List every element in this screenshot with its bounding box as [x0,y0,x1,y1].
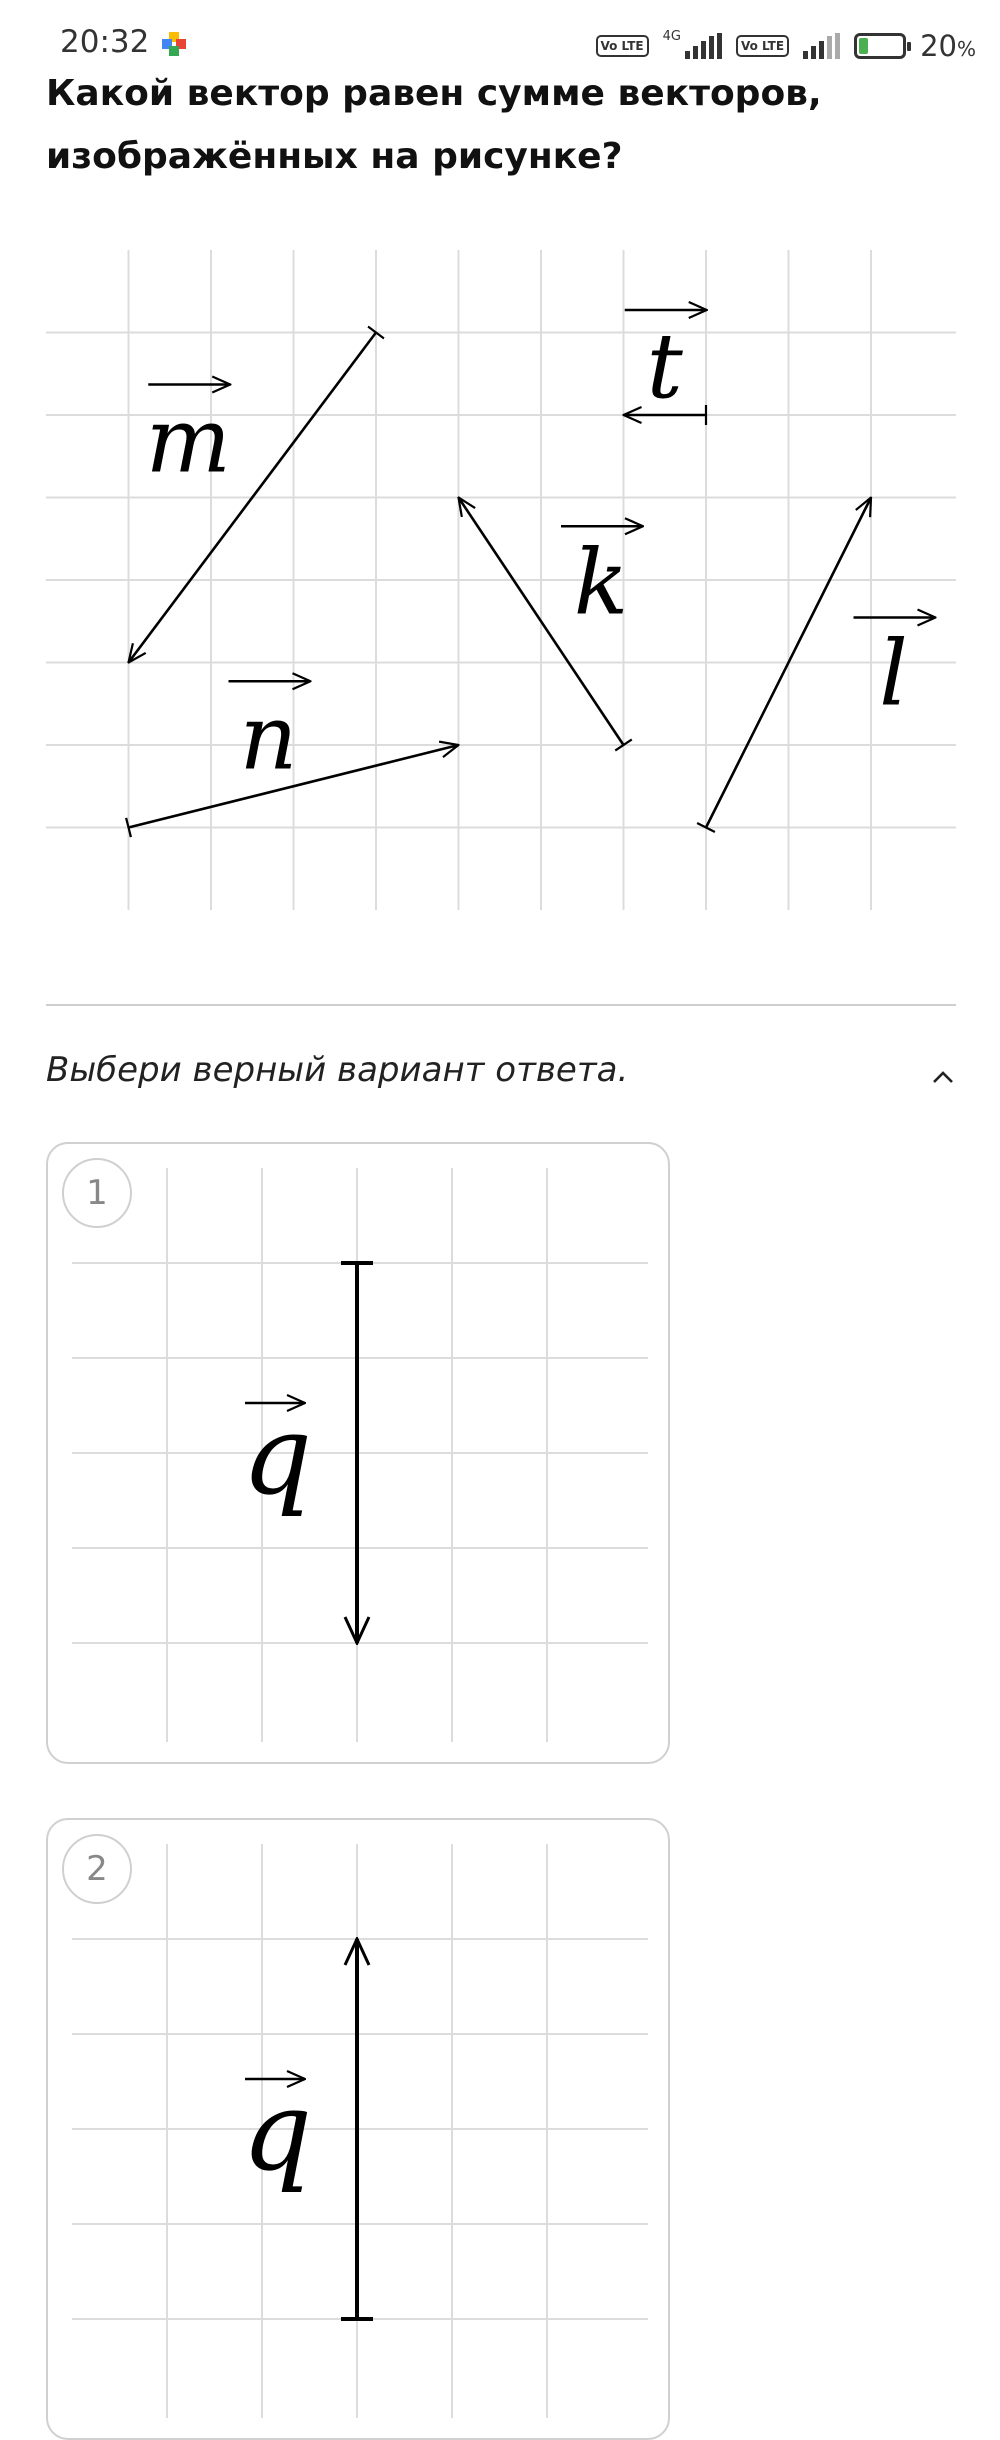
vector-label-m: m [145,388,231,494]
option-2-figure [72,1844,648,2418]
vector-label-l: l [879,621,908,727]
grid [46,250,956,910]
status-time: 20:32 [60,24,150,60]
signal-icon-2 [803,33,840,59]
vectors [129,310,936,828]
volte-icon: Vo LTE [596,35,649,57]
app-puzzle-icon [160,30,188,58]
vector-label-n: n [239,685,298,791]
option-number: 2 [62,1834,132,1904]
vector-label-q: q [241,2067,313,2195]
vectors-grid-figure [46,250,956,920]
battery-charging-icon [854,33,906,59]
chevron-up-icon[interactable] [930,1064,956,1090]
instruction-text: Выбери верный вариант ответа. [46,1050,629,1090]
divider [46,1004,956,1006]
signal-icon [685,33,722,59]
battery-level [859,38,868,54]
answer-option-1[interactable] [46,1142,670,1764]
option-number: 1 [62,1158,132,1228]
option-1-figure [72,1168,648,1742]
vector-label-t: t [646,314,683,419]
volte-icon-2: Vo LTE [736,35,789,57]
status-indicators [596,26,977,66]
question-text: Какой вектор равен сумме векторов, изображённых на рисунке? [46,73,822,177]
answer-option-2[interactable] [46,1818,670,2440]
network-type: 4G [662,28,681,44]
vector-label-k: k [573,530,629,636]
battery-percent: 20% [920,29,976,63]
vector-label-q: q [241,1391,313,1519]
